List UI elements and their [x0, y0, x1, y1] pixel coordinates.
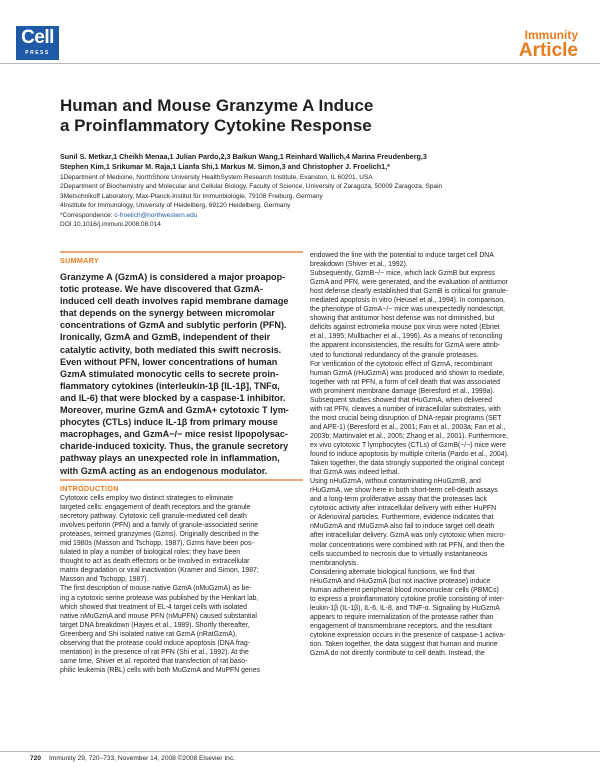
body-line: Taken together, the data strongly supported the original concept [310, 460, 505, 468]
body-line: Subsequent studies showed that rHuGzmA, when delivered [310, 396, 492, 404]
body-line: together with rat PFN, a form of cell death that was associated [310, 378, 500, 386]
affiliation: 2Department of Biochemistry and Molecular and Cellular Biology, Faculty of Science, University of Zaragoza, 50009 Zaragoza, Spain [60, 183, 443, 191]
intro-rule [60, 479, 303, 481]
body-line: mentation) in the presence of rat PFN (Shi et al., 1992). At the [60, 648, 249, 656]
body-line: thought to act as death effectors or be involved in extracellular [60, 558, 250, 566]
body-line: Greenberg and Shi isolated native rat GzmA (nRatGzmA), [60, 630, 237, 638]
body-line: Considering alternate biological functions, we find that [310, 568, 475, 576]
body-line: membranolysis. [310, 559, 359, 567]
body-line: which showed that treatment of EL-4 target cells with isolated [60, 603, 247, 611]
summary-line: GzmA stimulated monocytic cells to secrete proin- [60, 368, 279, 379]
body-line: nHuGzmA and rHuGzmA (but not inactive protease) induce [310, 577, 491, 585]
summary-line: with GzmA acting as an endogenous modulator. [60, 465, 268, 476]
summary-line: Even without PFN, lower concentrations of human [60, 356, 278, 367]
body-line: deficits against ectromelia mouse pox virus were noted (Ebnet [310, 324, 500, 332]
journal-name: Immunity [524, 28, 578, 42]
body-line: with rat PFN, cleaves a number of intracellular substrates, with [310, 405, 501, 413]
title-line: a Proinflammatory Cytokine Response [60, 116, 372, 135]
body-line: and a long-term proliferative assay that the proteases lack [310, 496, 487, 504]
summary-line: Granzyme A (GzmA) is considered a major proapop- [60, 272, 286, 282]
body-line: molar concentrations were combined with rat PFN, and then the [310, 541, 505, 549]
article-title [60, 96, 540, 136]
body-line: 2003b; Martinvalet et al., 2005; Zhang et al., 2001). Furthermore, [310, 432, 509, 440]
body-line: appears to require internalization of the protease rather than [310, 613, 494, 621]
body-line: human adherent peripheral blood mononuclear cells (PBMCs) [310, 586, 499, 594]
summary-line: macrophages, and GzmA−/− mice resist lipopolysac- [60, 429, 288, 440]
body-line: or Adenoviral particles. Furthermore, evidence indicates that [310, 514, 494, 522]
body-line: matrix degradation or viral inactivation (Kramer and Simon, 1987; [60, 567, 259, 575]
body-line: cytotoxic activity after intracellular delivery with either HuPFN [310, 505, 497, 513]
body-line: GzmA do not directly contribute to cell death. Instead, the [310, 650, 485, 658]
summary-line: catalytic activity, both mediated this swift necrosis. [60, 344, 282, 355]
logo-sub-text: PRESS [25, 50, 50, 56]
body-line: rHuGzmA, we show here in both short-term cell-death assays [310, 487, 498, 495]
intro-heading: INTRODUCTION [60, 484, 119, 493]
logo-main-text: Cell [21, 27, 54, 48]
body-line: For verification of the cytotoxic effect of GzmA, recombinant [310, 360, 493, 368]
body-line: philic leukemia (RBL) cells with both MuGzmA and MuPFN genes [60, 666, 260, 674]
body-line: GzmA and PFN, were generated, and the evaluation of antitumor [310, 279, 509, 287]
body-line: et al., 1995; Mullbacher et al., 1996). As a means of reconciling [310, 333, 503, 341]
summary-line: pathway plays an unexpected role in inflammation, [60, 453, 280, 464]
summary-line: charide-induced toxicity. Thus, the granule secretory [60, 441, 289, 452]
title-line: Human and Mouse Granzyme A Induce [60, 96, 374, 115]
footer-divider [0, 751, 600, 752]
affiliation: 3Metschnikoff Laboratory, Max-Planck-Institut für Immunbiologie, 79108 Freiburg, Germany [60, 192, 323, 200]
body-line: same time, Shiver et al. reported that transfection of rat baso- [60, 657, 248, 665]
body-line: mid 1980s (Masson and Tschopp, 1987), Gzms have been pos- [60, 540, 254, 548]
body-line: tulated to play a number of biological roles; they have been [60, 549, 241, 557]
body-line: nMuGzmA and rMuGzmA also fail to induce target cell death [310, 523, 495, 531]
article-type: Article [518, 40, 578, 61]
body-line: proteases, termed granzymes (Gzms). Originally described in the [60, 531, 259, 539]
body-line: that GzmA was indeed lethal. [310, 469, 400, 477]
body-line: with prominent membrane damage (Beresford et al., 1999a). [310, 387, 495, 395]
page-number: 720 [30, 755, 42, 762]
page-footer [30, 755, 235, 762]
cell-press-logo [16, 26, 59, 60]
body-line: host defense clearly established that GzmB is critical for granule- [310, 288, 509, 296]
header-divider [0, 63, 600, 64]
affiliation: 1Department of Medicine, NorthShore University HealthSystem Research Institute, Evanston, IL 60201, USA [60, 174, 373, 181]
body-line: cells succumbed to necrosis due to virtually instantaneous [310, 550, 488, 558]
body-line: ex vivo cytotoxic T lymphocytes (CTLs) of GzmB(−/−) mice were [310, 441, 506, 449]
body-line: The first description of mouse native GzmA (nMuGzmA) as be- [60, 585, 252, 593]
body-line: observing that the protease could induce apoptosis (DNA frag- [60, 639, 250, 647]
summary-line: totic protease. We have discovered that GzmA- [60, 284, 263, 295]
summary-line: Moreover, murine GzmA and GzmA+ cytotoxic T lym- [60, 405, 289, 416]
summary-line: flammatory cytokines (interleukin-1β [IL-1β], TNFα, [60, 380, 280, 391]
author-line: Stephen Kim,1 Srikumar M. Raja,1 Lianfa Shi,1 Markus M. Simon,3 and Christopher J. Froelich1,* [60, 162, 390, 171]
author-list [60, 152, 560, 172]
body-line: native nMuGzmA and mouse PFN (nMuPFN) caused substantial [60, 612, 257, 620]
body-line: Cytotoxic cells employ two distinct strategies to eliminate [60, 495, 234, 502]
body-line: tion. Taken together, the data suggest that human and murine [310, 641, 498, 649]
body-line: and APE-1) (Beresford et al., 2001; Fan et al., 2003a; Fan et al., [310, 423, 506, 431]
body-line: after intracellular delivery. GzmA was only cytotoxic when micro- [310, 532, 506, 540]
body-line: ing a cytotoxic serine protease was published by the Henkart lab, [60, 594, 259, 602]
summary-heading: SUMMARY [60, 256, 99, 265]
body-line: found to induce apoptosis by multiple criteria (Pardo et al., 2004). [310, 451, 509, 459]
body-line: secretory pathway. Cytotoxic cell granule-mediated cell death [60, 513, 247, 521]
body-line: Using nHuGzmA, without contaminating nHuGzmB, and [310, 478, 481, 486]
body-line: Subsequently, GzmB−/− mice, which lack GzmB but express [310, 270, 495, 278]
right-column-text [310, 251, 550, 658]
body-line: human GzmA (rHuGzmA) was produced and shown to mediate, [310, 369, 505, 377]
body-line: to express a proinflammatory cytokine profile consisting of inter- [310, 595, 505, 603]
summary-line: concentrations of GzmA and sublytic perforin (PFN). [60, 320, 287, 331]
author-line: Sunil S. Metkar,1 Cheikh Menaa,1 Julian Pardo,2,3 Baikun Wang,1 Reinhard Wallich,4 Marina Freudenberg,3 [60, 152, 427, 161]
body-line: target DNA breakdown (Hayes et al., 1989). Shortly thereafter, [60, 621, 250, 629]
body-line: the phenotype of GzmA−/− mice was unexpectedly nondescript, [310, 306, 505, 314]
correspondence-email-link[interactable]: c-froelich@northwestern.edu [114, 211, 198, 219]
intro-text [60, 494, 303, 675]
summary-line: phocytes (CTLs) induce IL-1β from primary mouse [60, 417, 278, 428]
affiliations [60, 173, 570, 229]
body-line: cytokine expression occurs in the presence of caspase-1 activa- [310, 631, 506, 639]
summary-line: Ironically, GzmA and GzmB, independent of their [60, 332, 271, 343]
doi: DOI 10.1016/j.immuni.2008.08.014 [60, 221, 161, 229]
correspondence-label: *Correspondence: [60, 211, 115, 219]
body-line: Masson and Tschopp, 1987). [60, 576, 149, 584]
body-line: engagement of transmembrane receptors, and the resultant [310, 622, 492, 630]
body-line: mediated apoptosis in vitro (Heusel et al., 1994). In comparison, [310, 297, 505, 305]
summary-line: and IL-6) that were blocked by a caspase-1 inhibitor. [60, 392, 286, 403]
body-line: showing that antitumor host defense was not diminished, but [310, 315, 495, 323]
summary-text [60, 271, 303, 477]
summary-rule [60, 251, 303, 253]
correspondence [60, 211, 570, 220]
body-line: leukin-1β (IL-1β), IL-6, IL-8, and TNF-α. Signaling by HuGzmA [310, 604, 500, 612]
body-line: the most crucial being disruption of DNA-repair programs (SET [310, 414, 502, 422]
journal-citation: Immunity 29, 720–733, November 14, 2008 ©2008 Elsevier Inc. [49, 755, 235, 762]
summary-line: that depends on the synergy between micromolar [60, 308, 275, 319]
body-line: targeted cells: engagement of death receptors and the granule [60, 504, 251, 512]
body-line: breakdown (Shiver et al., 1992). [310, 261, 408, 269]
body-line: uted to functional redundancy of the granule proteases. [310, 351, 479, 359]
affiliation: 4Institute for Immunology, University of Heidelberg, 69120 Heidelberg, Germany [60, 202, 291, 210]
summary-line: induced cell death involves rapid membrane damage [60, 296, 289, 307]
body-line: endowed the line with the potential to induce target cell DNA [310, 252, 494, 259]
body-line: the apparent inconsistencies, the results for GzmA were attrib- [310, 342, 500, 350]
body-line: involves perforin (PFN) and a family of granule-associated serine [60, 522, 259, 530]
